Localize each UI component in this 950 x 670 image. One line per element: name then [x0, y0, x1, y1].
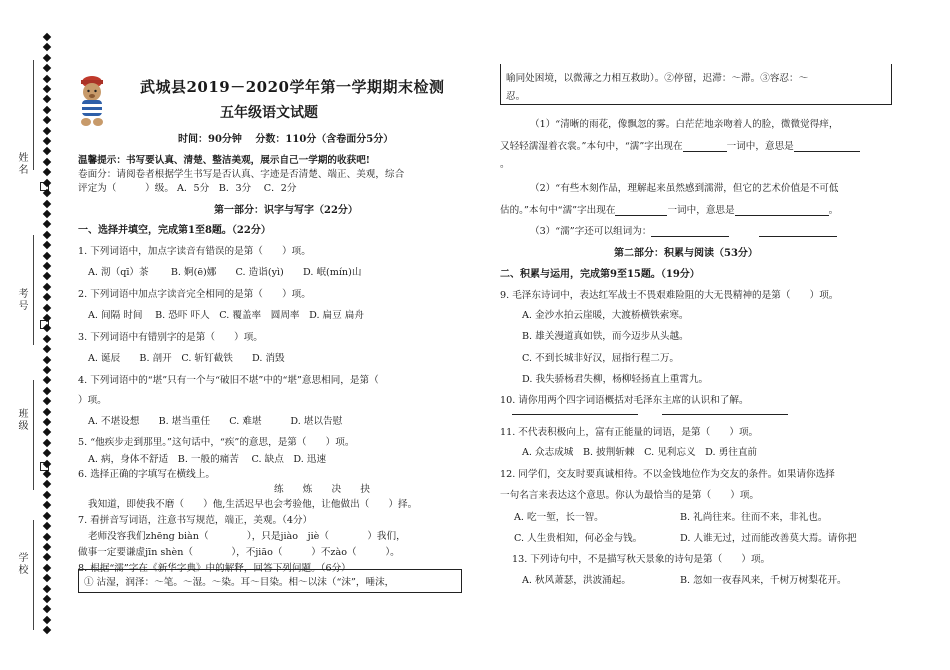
definition-line-1: ① 沾湿，润泽：～笔。～湿。～染。耳～目染。相～以沫（“沫”，唾沫，: [84, 577, 395, 588]
diamond-mark: [43, 283, 51, 291]
question-12-option-c: C. 人生贵相知，何必金与钱。: [514, 533, 643, 544]
diamond-mark: [43, 106, 51, 114]
question-9-option-c: C. 不到长城非好汉，屈指行程二万。: [522, 353, 680, 364]
diamond-mark: [43, 543, 51, 551]
question-3-options: A. 诞辰 B. 剖开 C. 斩钉截铁 D. 消毁: [88, 353, 285, 364]
section2-heading: 二、积累与运用，完成第9至15题。（19分）: [500, 269, 700, 280]
diamond-mark: [43, 616, 51, 624]
diamond-mark: [43, 563, 51, 571]
question-1-options: A. 沏（qī）茶 B. 婀(ē)娜 C. 造诣(yì) D. 岷(mín)山: [88, 267, 362, 278]
definition-line-3: 忍。: [506, 91, 526, 102]
question-8-3: [530, 223, 837, 237]
class-line: [33, 380, 34, 490]
answer-blank[interactable]: [615, 205, 667, 216]
diamond-mark: [43, 501, 51, 509]
diamond-mark: [43, 522, 51, 530]
diamond-mark: [43, 376, 51, 384]
id-label: 考号: [16, 288, 27, 312]
exam-subtitle: 五年级语文试题: [220, 105, 318, 121]
diamond-mark: [43, 85, 51, 93]
question-8-2-end: 。: [828, 205, 839, 216]
section1-heading: 一、选择并填空，完成第1至8题。（22分）: [78, 225, 271, 236]
diamond-mark: [43, 272, 51, 280]
question-9-option-a: A. 金沙水拍云崖暖，大渡桥横铁索寒。: [522, 310, 689, 321]
diamond-mark: [43, 324, 51, 332]
diamond-mark: [43, 355, 51, 363]
question-12: 12. 同学们，交友时要真诚相待。不以金钱地位作为交友的条件。如果请你选择: [500, 469, 835, 480]
diamond-mark: [43, 241, 51, 249]
question-4: 4. 下列词语中的“堪”只有一个与“破旧不堪”中的“堪”意思相同，是第（: [78, 375, 379, 386]
question-12-cont: 一句名言来表达这个意思。你认为最恰当的是第（ ）项。: [500, 490, 760, 501]
diamond-mark: [43, 366, 51, 374]
question-5-options: A. 病，身体不舒适 B. 一般的痛苦 C. 缺点 D. 迅速: [88, 454, 327, 465]
question-11: 11. 不代表积极向上，富有正能量的词语，是第（ ）项。: [500, 427, 759, 438]
neatness-grade: 评定为（ ）级。 A．5分 B．3分 C．2分: [78, 183, 297, 194]
diamond-mark: [43, 95, 51, 103]
answer-blank[interactable]: [759, 226, 837, 237]
warm-tip: 温馨提示：书写要认真、清楚、整洁美观，展示自己一学期的收获吧!: [78, 155, 371, 166]
diamond-mark: [43, 553, 51, 561]
answer-line[interactable]: [512, 414, 638, 415]
diamond-mark: [43, 147, 51, 155]
diamond-mark: [43, 64, 51, 72]
question-1: 1. 下列词语中，加点字读音有错误的是第（ ）项。: [78, 246, 311, 257]
question-10: 10. 请你用两个四字词语概括对毛泽东主席的认识和了解。: [500, 395, 749, 406]
question-2: 2. 下列词语中加点字读音完全相同的是第（ ）项。: [78, 289, 311, 300]
diamond-mark: [43, 439, 51, 447]
question-6: 6. 选择正确的字填写在横线上。: [78, 469, 215, 480]
diamond-mark: [43, 345, 51, 353]
diamond-border: [42, 34, 52, 634]
definition-line-2: 喻同处困境，以微薄之力相互救助）。②停留，迟滞：～滞。③容忍：～: [506, 73, 809, 84]
question-7-line2: 做事一定要谦虚jīn shèn（ ），不jiāo（ ）不zào（ ）。: [78, 547, 400, 558]
question-2-options: A. 间隔 时间 B. 恐吓 吓人 C. 覆盖率 圆周率 D. 扁豆 扁舟: [88, 310, 364, 321]
question-8-1-text: 又轻轻濡湿着衣裳。”本句中，“濡”字出现在: [500, 141, 683, 152]
diamond-mark: [43, 303, 51, 311]
id-line: [33, 235, 34, 345]
question-9: 9. 毛泽东诗词中，表达红军战士不畏艰难险阻的大无畏精神的是第（ ）项。: [500, 290, 839, 301]
diamond-mark: [43, 626, 51, 634]
question-6-chars: 练 炼 决 抉: [274, 484, 370, 495]
exam-title: 武城县2019－2020学年第一学期期末检测: [140, 78, 445, 96]
question-5: 5. “他疾步走到那里。”这句话中，“疾”的意思，是第（ ）项。: [78, 437, 355, 448]
diamond-mark: [43, 293, 51, 301]
diamond-mark: [43, 449, 51, 457]
question-9-option-b: B. 雄关漫道真如铁，而今迈步从头越。: [522, 331, 689, 342]
diamond-mark: [43, 397, 51, 405]
school-line: [33, 520, 34, 630]
name-label: 姓名: [16, 152, 27, 176]
question-8-1-cont: [500, 138, 860, 152]
name-line: [33, 60, 34, 170]
question-6-sentence: 我知道，即使我不磨（ ）他,生活迟早也会考验他，让他做出（ ）择。: [88, 499, 418, 510]
diamond-mark: [43, 168, 51, 176]
diamond-mark: [43, 54, 51, 62]
diamond-mark: [43, 251, 51, 259]
question-13-option-b: B. 忽如一夜春风来，千树万树梨花开。: [680, 575, 847, 586]
diamond-mark: [43, 314, 51, 322]
question-4-options: A. 不堪设想 B. 堪当重任 C. 难堪 D. 堪以告慰: [88, 416, 343, 427]
diamond-mark: [43, 595, 51, 603]
diamond-mark: [43, 74, 51, 82]
diamond-mark: [43, 262, 51, 270]
bear-mascot-icon: [72, 72, 112, 128]
question-8-2-cont: [500, 202, 838, 216]
question-8-2: （2）“有些木刻作品，理解起来虽然感到濡滞，但它的艺术价值是不可低: [530, 183, 839, 194]
question-8-3-text: （3）“濡”字还可以组词为：: [530, 226, 652, 237]
question-8-1-mid: 一词中，意思是: [726, 141, 794, 152]
answer-blank[interactable]: [794, 141, 860, 152]
question-12-option-a: A. 吃一堑，长一智。: [514, 512, 604, 523]
diamond-mark: [43, 491, 51, 499]
question-9-option-d: D. 我失骄杨君失柳，杨柳轻扬直上重霄九。: [522, 374, 709, 385]
question-8-2-mid: 一词中，意思是: [667, 205, 735, 216]
diamond-mark: [43, 137, 51, 145]
diamond-mark: [43, 605, 51, 613]
neatness-note: 卷面分：请阅卷者根据学生书写是否认真、字迹是否清楚、端正、美观，综合: [78, 169, 405, 180]
diamond-mark: [43, 459, 51, 467]
answer-blank[interactable]: [651, 226, 729, 237]
diamond-mark: [43, 199, 51, 207]
question-8-2-text: 估的。”本句中“濡”字出现在: [500, 205, 616, 216]
school-label: 学校: [16, 552, 27, 576]
diamond-mark: [43, 230, 51, 238]
question-8-1: （1）“清晰的雨花，像飘忽的雾。白茫茫地亲吻着人的脸，微微觉得痒，: [530, 119, 839, 130]
diamond-mark: [43, 511, 51, 519]
diamond-mark: [43, 574, 51, 582]
diamond-mark: [43, 428, 51, 436]
diamond-mark: [43, 407, 51, 415]
answer-line[interactable]: [662, 414, 788, 415]
diamond-mark: [43, 387, 51, 395]
class-label: 班级: [16, 408, 27, 432]
diamond-mark: [43, 116, 51, 124]
diamond-mark: [43, 335, 51, 343]
diamond-mark: [43, 33, 51, 41]
question-13: 13. 下列诗句中，不是描写秋天景象的诗句是第（ ）项。: [512, 554, 771, 565]
question-12-option-d: D. 人谁无过，过而能改善莫大焉。请你把: [680, 533, 857, 544]
diamond-mark: [43, 532, 51, 540]
question-7: 7. 看拼音写词语，注意书写规范，端正，美观。（4分）: [78, 515, 313, 526]
question-8: 8. 根据“濡”字在《新华字典》中的解释，回答下列问题。（6分）: [78, 563, 351, 574]
diamond-mark: [43, 418, 51, 426]
diamond-mark: [43, 480, 51, 488]
answer-blank[interactable]: [735, 205, 829, 216]
question-12-option-b: B. 礼尚往来。往而不来，非礼也。: [680, 512, 828, 523]
question-4-cont: ）项。: [78, 395, 107, 406]
diamond-mark: [43, 43, 51, 51]
question-13-option-a: A. 秋风萧瑟，洪波涌起。: [522, 575, 631, 586]
diamond-mark: [43, 470, 51, 478]
diamond-mark: [43, 126, 51, 134]
diamond-mark: [43, 584, 51, 592]
diamond-mark: [43, 220, 51, 228]
time-score: 时间：90分钟 分数：110分（含卷面分5分）: [178, 134, 394, 145]
question-11-options: A. 众志成城 B. 披荆斩棘 C. 见利忘义 D. 勇往直前: [522, 447, 758, 458]
binding-strip: [0, 0, 62, 670]
diamond-mark: [43, 178, 51, 186]
question-3: 3. 下列词语中有错别字的是第（ ）项。: [78, 332, 263, 343]
question-7-line1: 老师没容我们zhēng biàn（ ），只是jiào jiè（ ）我们，: [88, 531, 406, 542]
part2-heading: 第二部分：积累与阅读（53分）: [614, 248, 758, 259]
diamond-mark: [43, 158, 51, 166]
part1-heading: 第一部分：识字与写字（22分）: [214, 205, 358, 216]
diamond-mark: [43, 189, 51, 197]
question-8-1-end: 。: [500, 159, 510, 170]
answer-blank[interactable]: [683, 141, 727, 152]
diamond-mark: [43, 210, 51, 218]
